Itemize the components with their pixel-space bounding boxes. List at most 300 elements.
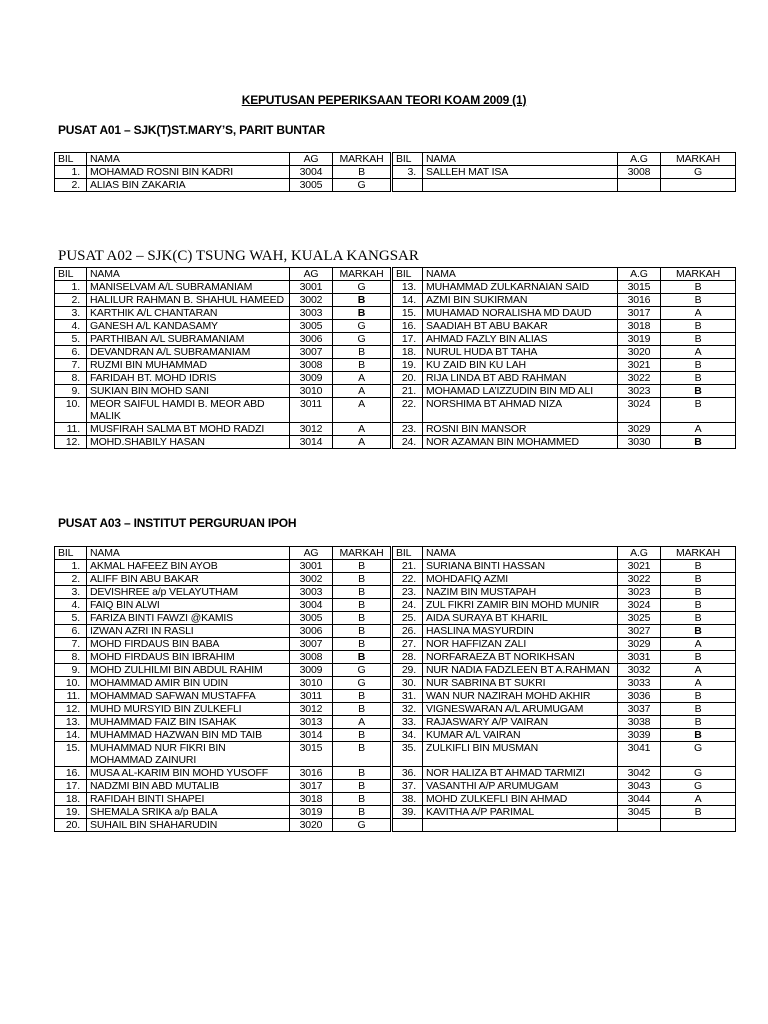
bil-cell: 30.: [392, 677, 423, 690]
nama-cell: AZMI BIN SUKIRMAN: [423, 294, 618, 307]
ag-cell: 3021: [618, 560, 661, 573]
table-row: [55, 586, 736, 599]
bil-cell: 27.: [392, 638, 423, 651]
nama-cell: MOHD ZULKEFLI BIN AHMAD: [423, 793, 618, 806]
table-row: [55, 638, 736, 651]
table-row: [55, 307, 736, 320]
markah-cell: G: [661, 780, 736, 793]
nama-cell: MOHAMAD LA’IZZUDIN BIN MD ALI: [423, 385, 618, 398]
markah-cell: B: [333, 586, 392, 599]
table-row: [55, 359, 736, 372]
column-header: BIL: [55, 153, 87, 166]
markah-cell: G: [333, 677, 392, 690]
markah-cell: B: [661, 716, 736, 729]
table-row: [55, 767, 736, 780]
markah-cell: [661, 179, 736, 192]
nama-cell: MUHAMAD NORALISHA MD DAUD: [423, 307, 618, 320]
ag-cell: 3004: [290, 166, 333, 179]
ag-cell: 3027: [618, 625, 661, 638]
table-row: [55, 793, 736, 806]
nama-cell: FARIZA BINTI FAWZI @KAMIS: [87, 612, 290, 625]
nama-cell: MOHD FIRDAUS BIN BABA: [87, 638, 290, 651]
table-row: [55, 560, 736, 573]
ag-cell: 3043: [618, 780, 661, 793]
nama-cell: KUMAR A/L VAIRAN: [423, 729, 618, 742]
ag-cell: 3021: [618, 359, 661, 372]
bil-cell: 1.: [55, 281, 87, 294]
ag-cell: 3011: [290, 690, 333, 703]
bil-cell: 9.: [55, 664, 87, 677]
column-header: AG: [290, 268, 333, 281]
ag-cell: 3037: [618, 703, 661, 716]
table-row: [55, 281, 736, 294]
ag-cell: 3008: [618, 166, 661, 179]
markah-cell: A: [333, 372, 392, 385]
ag-cell: 3005: [290, 612, 333, 625]
column-header: NAMA: [423, 153, 618, 166]
nama-cell: RAJASWARY A/P VAIRAN: [423, 716, 618, 729]
table-row: [55, 179, 736, 192]
bil-cell: 32.: [392, 703, 423, 716]
nama-cell: SUHAIL BIN SHAHARUDIN: [87, 819, 290, 832]
results-table-a03: [54, 546, 736, 832]
bil-cell: 11.: [55, 423, 87, 436]
table-row: [55, 599, 736, 612]
markah-cell: B: [661, 586, 736, 599]
markah-cell: B: [661, 359, 736, 372]
column-header: A.G: [618, 153, 661, 166]
markah-cell: A: [661, 664, 736, 677]
ag-cell: 3001: [290, 560, 333, 573]
bil-cell: 2.: [55, 179, 87, 192]
bil-cell: 3.: [55, 586, 87, 599]
markah-cell: A: [661, 677, 736, 690]
bil-cell: 14.: [55, 729, 87, 742]
table-row: [55, 806, 736, 819]
bil-cell: 6.: [55, 625, 87, 638]
column-header: MARKAH: [333, 547, 392, 560]
section-heading-a03: PUSAT A03 – INSTITUT PERGURUAN IPOH: [58, 516, 297, 530]
bil-cell: 9.: [55, 385, 87, 398]
ag-cell: 3019: [618, 333, 661, 346]
nama-cell: ROSNI BIN MANSOR: [423, 423, 618, 436]
markah-cell: B: [661, 320, 736, 333]
markah-cell: B: [661, 333, 736, 346]
ag-cell: 3003: [290, 307, 333, 320]
markah-cell: B: [333, 729, 392, 742]
bil-cell: [392, 179, 423, 192]
nama-cell: MOHD.SHABILY HASAN: [87, 436, 290, 449]
table-row: [55, 372, 736, 385]
table-row: [55, 385, 736, 398]
ag-cell: 3015: [618, 281, 661, 294]
nama-cell: MOHD FIRDAUS BIN IBRAHIM: [87, 651, 290, 664]
nama-cell: MUSFIRAH SALMA BT MOHD RADZI: [87, 423, 290, 436]
markah-cell: A: [661, 793, 736, 806]
nama-cell: RIJA LINDA BT ABD RAHMAN: [423, 372, 618, 385]
nama-cell: FAIQ BIN ALWI: [87, 599, 290, 612]
markah-cell: G: [333, 179, 392, 192]
bil-cell: 35.: [392, 742, 423, 767]
markah-cell: B: [661, 729, 736, 742]
nama-cell: VIGNESWARAN A/L ARUMUGAM: [423, 703, 618, 716]
bil-cell: 1.: [55, 560, 87, 573]
markah-cell: B: [333, 793, 392, 806]
bil-cell: 31.: [392, 690, 423, 703]
bil-cell: 23.: [392, 423, 423, 436]
nama-cell: NORFARAEZA BT NORIKHSAN: [423, 651, 618, 664]
ag-cell: 3012: [290, 703, 333, 716]
nama-cell: MANISELVAM A/L SUBRAMANIAM: [87, 281, 290, 294]
markah-cell: B: [661, 612, 736, 625]
ag-cell: 3005: [290, 179, 333, 192]
markah-cell: G: [661, 767, 736, 780]
table-row: [55, 703, 736, 716]
nama-cell: NADZMI BIN ABD MUTALIB: [87, 780, 290, 793]
bil-cell: 15.: [55, 742, 87, 767]
nama-cell: VASANTHI A/P ARUMUGAM: [423, 780, 618, 793]
ag-cell: 3005: [290, 320, 333, 333]
markah-cell: B: [333, 560, 392, 573]
ag-cell: 3011: [290, 398, 333, 423]
nama-cell: SALLEH MAT ISA: [423, 166, 618, 179]
column-header: BIL: [55, 547, 87, 560]
ag-cell: 3009: [290, 372, 333, 385]
markah-cell: A: [661, 638, 736, 651]
ag-cell: 3001: [290, 281, 333, 294]
ag-cell: 3024: [618, 599, 661, 612]
ag-cell: 3024: [618, 398, 661, 423]
bil-cell: 26.: [392, 625, 423, 638]
markah-cell: B: [661, 385, 736, 398]
bil-cell: 20.: [392, 372, 423, 385]
table-row: [55, 166, 736, 179]
ag-cell: 3009: [290, 664, 333, 677]
markah-cell: A: [333, 398, 392, 423]
ag-cell: 3015: [290, 742, 333, 767]
ag-cell: 3023: [618, 586, 661, 599]
markah-cell: B: [333, 599, 392, 612]
ag-cell: [618, 179, 661, 192]
column-header: AG: [290, 547, 333, 560]
nama-cell: NURUL HUDA BT TAHA: [423, 346, 618, 359]
bil-cell: 7.: [55, 359, 87, 372]
ag-cell: 3044: [618, 793, 661, 806]
bil-cell: 36.: [392, 767, 423, 780]
markah-cell: B: [333, 703, 392, 716]
markah-cell: B: [333, 307, 392, 320]
column-header: BIL: [55, 268, 87, 281]
markah-cell: B: [661, 625, 736, 638]
bil-cell: 20.: [55, 819, 87, 832]
nama-cell: AIDA SURAYA BT KHARIL: [423, 612, 618, 625]
markah-cell: A: [661, 346, 736, 359]
bil-cell: 6.: [55, 346, 87, 359]
nama-cell: GANESH A/L KANDASAMY: [87, 320, 290, 333]
nama-cell: MUHAMMAD NUR FIKRI BIN MOHAMMAD ZAINURI: [87, 742, 290, 767]
nama-cell: AHMAD FAZLY BIN ALIAS: [423, 333, 618, 346]
bil-cell: [392, 819, 423, 832]
ag-cell: 3020: [618, 346, 661, 359]
bil-cell: 4.: [55, 599, 87, 612]
nama-cell: SAADIAH BT ABU BAKAR: [423, 320, 618, 333]
column-header: NAMA: [87, 547, 290, 560]
markah-cell: A: [333, 716, 392, 729]
column-header: AG: [290, 153, 333, 166]
ag-cell: 3022: [618, 372, 661, 385]
nama-cell: NOR HALIZA BT AHMAD TARMIZI: [423, 767, 618, 780]
nama-cell: [423, 819, 618, 832]
ag-cell: 3017: [618, 307, 661, 320]
ag-cell: 3032: [618, 664, 661, 677]
nama-cell: MEOR SAIFUL HAMDI B. MEOR ABD MALIK: [87, 398, 290, 423]
nama-cell: MUHD MURSYID BIN ZULKEFLI: [87, 703, 290, 716]
ag-cell: 3042: [618, 767, 661, 780]
column-header: MARKAH: [661, 153, 736, 166]
ag-cell: 3023: [618, 385, 661, 398]
ag-cell: 3006: [290, 333, 333, 346]
bil-cell: 16.: [55, 767, 87, 780]
ag-cell: 3010: [290, 385, 333, 398]
column-header: NAMA: [423, 547, 618, 560]
nama-cell: DEVISHREE a/p VELAYUTHAM: [87, 586, 290, 599]
bil-cell: 2.: [55, 294, 87, 307]
ag-cell: 3014: [290, 436, 333, 449]
bil-cell: 25.: [392, 612, 423, 625]
table-header-row: [55, 547, 736, 560]
nama-cell: HASLINA MASYURDIN: [423, 625, 618, 638]
nama-cell: KU ZAID BIN KU LAH: [423, 359, 618, 372]
table-row: [55, 742, 736, 767]
column-header: BIL: [392, 268, 423, 281]
table-row: [55, 819, 736, 832]
ag-cell: 3025: [618, 612, 661, 625]
results-table-a01: [54, 152, 736, 192]
markah-cell: G: [661, 166, 736, 179]
ag-cell: 3045: [618, 806, 661, 819]
nama-cell: MOHAMMAD SAFWAN MUSTAFFA: [87, 690, 290, 703]
bil-cell: 15.: [392, 307, 423, 320]
nama-cell: NUR NADIA FADZLEEN BT A.RAHMAN: [423, 664, 618, 677]
ag-cell: 3039: [618, 729, 661, 742]
nama-cell: SUKIAN BIN MOHD SANI: [87, 385, 290, 398]
markah-cell: B: [333, 651, 392, 664]
markah-cell: [661, 819, 736, 832]
nama-cell: MOHD ZULHILMI BIN ABDUL RAHIM: [87, 664, 290, 677]
bil-cell: 24.: [392, 436, 423, 449]
bil-cell: 22.: [392, 573, 423, 586]
markah-cell: G: [661, 742, 736, 767]
column-header: MARKAH: [661, 547, 736, 560]
nama-cell: MOHAMAD ROSNI BIN KADRI: [87, 166, 290, 179]
bil-cell: 17.: [55, 780, 87, 793]
ag-cell: [618, 819, 661, 832]
bil-cell: 18.: [55, 793, 87, 806]
table-row: [55, 651, 736, 664]
ag-cell: 3016: [618, 294, 661, 307]
ag-cell: 3016: [290, 767, 333, 780]
bil-cell: 39.: [392, 806, 423, 819]
column-header: NAMA: [87, 268, 290, 281]
nama-cell: NORSHIMA BT AHMAD NIZA: [423, 398, 618, 423]
ag-cell: 3031: [618, 651, 661, 664]
column-header: MARKAH: [333, 268, 392, 281]
nama-cell: DEVANDRAN A/L SUBRAMANIAM: [87, 346, 290, 359]
bil-cell: 10.: [55, 677, 87, 690]
nama-cell: ALIFF BIN ABU BAKAR: [87, 573, 290, 586]
bil-cell: 29.: [392, 664, 423, 677]
nama-cell: MOHAMMAD AMIR BIN UDIN: [87, 677, 290, 690]
ag-cell: 3007: [290, 638, 333, 651]
nama-cell: ZULKIFLI BIN MUSMAN: [423, 742, 618, 767]
ag-cell: 3008: [290, 359, 333, 372]
markah-cell: A: [661, 423, 736, 436]
ag-cell: 3041: [618, 742, 661, 767]
column-header: BIL: [392, 547, 423, 560]
table-row: [55, 346, 736, 359]
ag-cell: 3003: [290, 586, 333, 599]
table-row: [55, 780, 736, 793]
ag-cell: 3022: [618, 573, 661, 586]
bil-cell: 7.: [55, 638, 87, 651]
table-row: [55, 677, 736, 690]
table-header-row: [55, 268, 736, 281]
ag-cell: 3036: [618, 690, 661, 703]
bil-cell: 8.: [55, 651, 87, 664]
markah-cell: B: [661, 690, 736, 703]
table-row: [55, 294, 736, 307]
markah-cell: B: [333, 767, 392, 780]
bil-cell: 19.: [392, 359, 423, 372]
ag-cell: 3029: [618, 638, 661, 651]
markah-cell: B: [333, 638, 392, 651]
section-heading-a01: PUSAT A01 – SJK(T)ST.MARY’S, PARIT BUNTAR: [58, 123, 325, 137]
markah-cell: B: [333, 780, 392, 793]
markah-cell: A: [333, 436, 392, 449]
ag-cell: 3029: [618, 423, 661, 436]
bil-cell: 37.: [392, 780, 423, 793]
ag-cell: 3008: [290, 651, 333, 664]
bil-cell: 4.: [55, 320, 87, 333]
bil-cell: 14.: [392, 294, 423, 307]
nama-cell: MOHDAFIQ AZMI: [423, 573, 618, 586]
bil-cell: 24.: [392, 599, 423, 612]
table-row: [55, 664, 736, 677]
nama-cell: ZUL FIKRI ZAMIR BIN MOHD MUNIR: [423, 599, 618, 612]
ag-cell: 3012: [290, 423, 333, 436]
table-header-row: [55, 153, 736, 166]
nama-cell: MUSA AL-KARIM BIN MOHD YUSOFF: [87, 767, 290, 780]
markah-cell: B: [661, 599, 736, 612]
nama-cell: NUR SABRINA BT SUKRI: [423, 677, 618, 690]
bil-cell: 3.: [392, 166, 423, 179]
nama-cell: RAFIDAH BINTI SHAPEI: [87, 793, 290, 806]
bil-cell: 28.: [392, 651, 423, 664]
bil-cell: 17.: [392, 333, 423, 346]
bil-cell: 34.: [392, 729, 423, 742]
column-header: MARKAH: [661, 268, 736, 281]
bil-cell: 21.: [392, 385, 423, 398]
column-header: BIL: [392, 153, 423, 166]
bil-cell: 5.: [55, 333, 87, 346]
table-row: [55, 333, 736, 346]
markah-cell: B: [661, 806, 736, 819]
ag-cell: 3017: [290, 780, 333, 793]
column-header: NAMA: [87, 153, 290, 166]
markah-cell: B: [333, 294, 392, 307]
ag-cell: 3033: [618, 677, 661, 690]
nama-cell: RUZMI BIN MUHAMMAD: [87, 359, 290, 372]
markah-cell: A: [333, 423, 392, 436]
column-header: A.G: [618, 547, 661, 560]
nama-cell: [423, 179, 618, 192]
markah-cell: B: [661, 651, 736, 664]
bil-cell: 1.: [55, 166, 87, 179]
markah-cell: G: [333, 819, 392, 832]
nama-cell: KAVITHA A/P PARIMAL: [423, 806, 618, 819]
ag-cell: 3030: [618, 436, 661, 449]
table-row: [55, 436, 736, 449]
nama-cell: NOR AZAMAN BIN MOHAMMED: [423, 436, 618, 449]
markah-cell: B: [333, 612, 392, 625]
document-title: KEPUTUSAN PEPERIKSAAN TEORI KOAM 2009 (1): [241, 93, 527, 107]
markah-cell: G: [333, 320, 392, 333]
markah-cell: G: [333, 281, 392, 294]
bil-cell: 22.: [392, 398, 423, 423]
nama-cell: IZWAN AZRI IN RASLI: [87, 625, 290, 638]
bil-cell: 13.: [392, 281, 423, 294]
bil-cell: 16.: [392, 320, 423, 333]
nama-cell: WAN NUR NAZIRAH MOHD AKHIR: [423, 690, 618, 703]
nama-cell: NAZIM BIN MUSTAPAH: [423, 586, 618, 599]
bil-cell: 19.: [55, 806, 87, 819]
table-row: [55, 320, 736, 333]
nama-cell: AKMAL HAFEEZ BIN AYOB: [87, 560, 290, 573]
markah-cell: B: [661, 436, 736, 449]
bil-cell: 2.: [55, 573, 87, 586]
markah-cell: B: [661, 573, 736, 586]
ag-cell: 3014: [290, 729, 333, 742]
ag-cell: 3007: [290, 346, 333, 359]
bil-cell: 21.: [392, 560, 423, 573]
nama-cell: FARIDAH BT. MOHD IDRIS: [87, 372, 290, 385]
ag-cell: 3004: [290, 599, 333, 612]
nama-cell: NOR HAFFIZAN ZALI: [423, 638, 618, 651]
column-header: A.G: [618, 268, 661, 281]
ag-cell: 3018: [618, 320, 661, 333]
column-header: NAMA: [423, 268, 618, 281]
markah-cell: G: [333, 664, 392, 677]
markah-cell: B: [333, 690, 392, 703]
table-row: [55, 423, 736, 436]
ag-cell: 3013: [290, 716, 333, 729]
table-row: [55, 729, 736, 742]
bil-cell: 38.: [392, 793, 423, 806]
markah-cell: A: [333, 385, 392, 398]
markah-cell: B: [333, 346, 392, 359]
markah-cell: B: [661, 372, 736, 385]
nama-cell: MUHAMMAD ZULKARNAIAN SAID: [423, 281, 618, 294]
nama-cell: SURIANA BINTI HASSAN: [423, 560, 618, 573]
markah-cell: B: [333, 166, 392, 179]
bil-cell: 12.: [55, 436, 87, 449]
markah-cell: B: [333, 742, 392, 767]
nama-cell: ALIAS BIN ZAKARIA: [87, 179, 290, 192]
table-row: [55, 398, 736, 423]
column-header: MARKAH: [333, 153, 392, 166]
bil-cell: 12.: [55, 703, 87, 716]
markah-cell: A: [661, 307, 736, 320]
